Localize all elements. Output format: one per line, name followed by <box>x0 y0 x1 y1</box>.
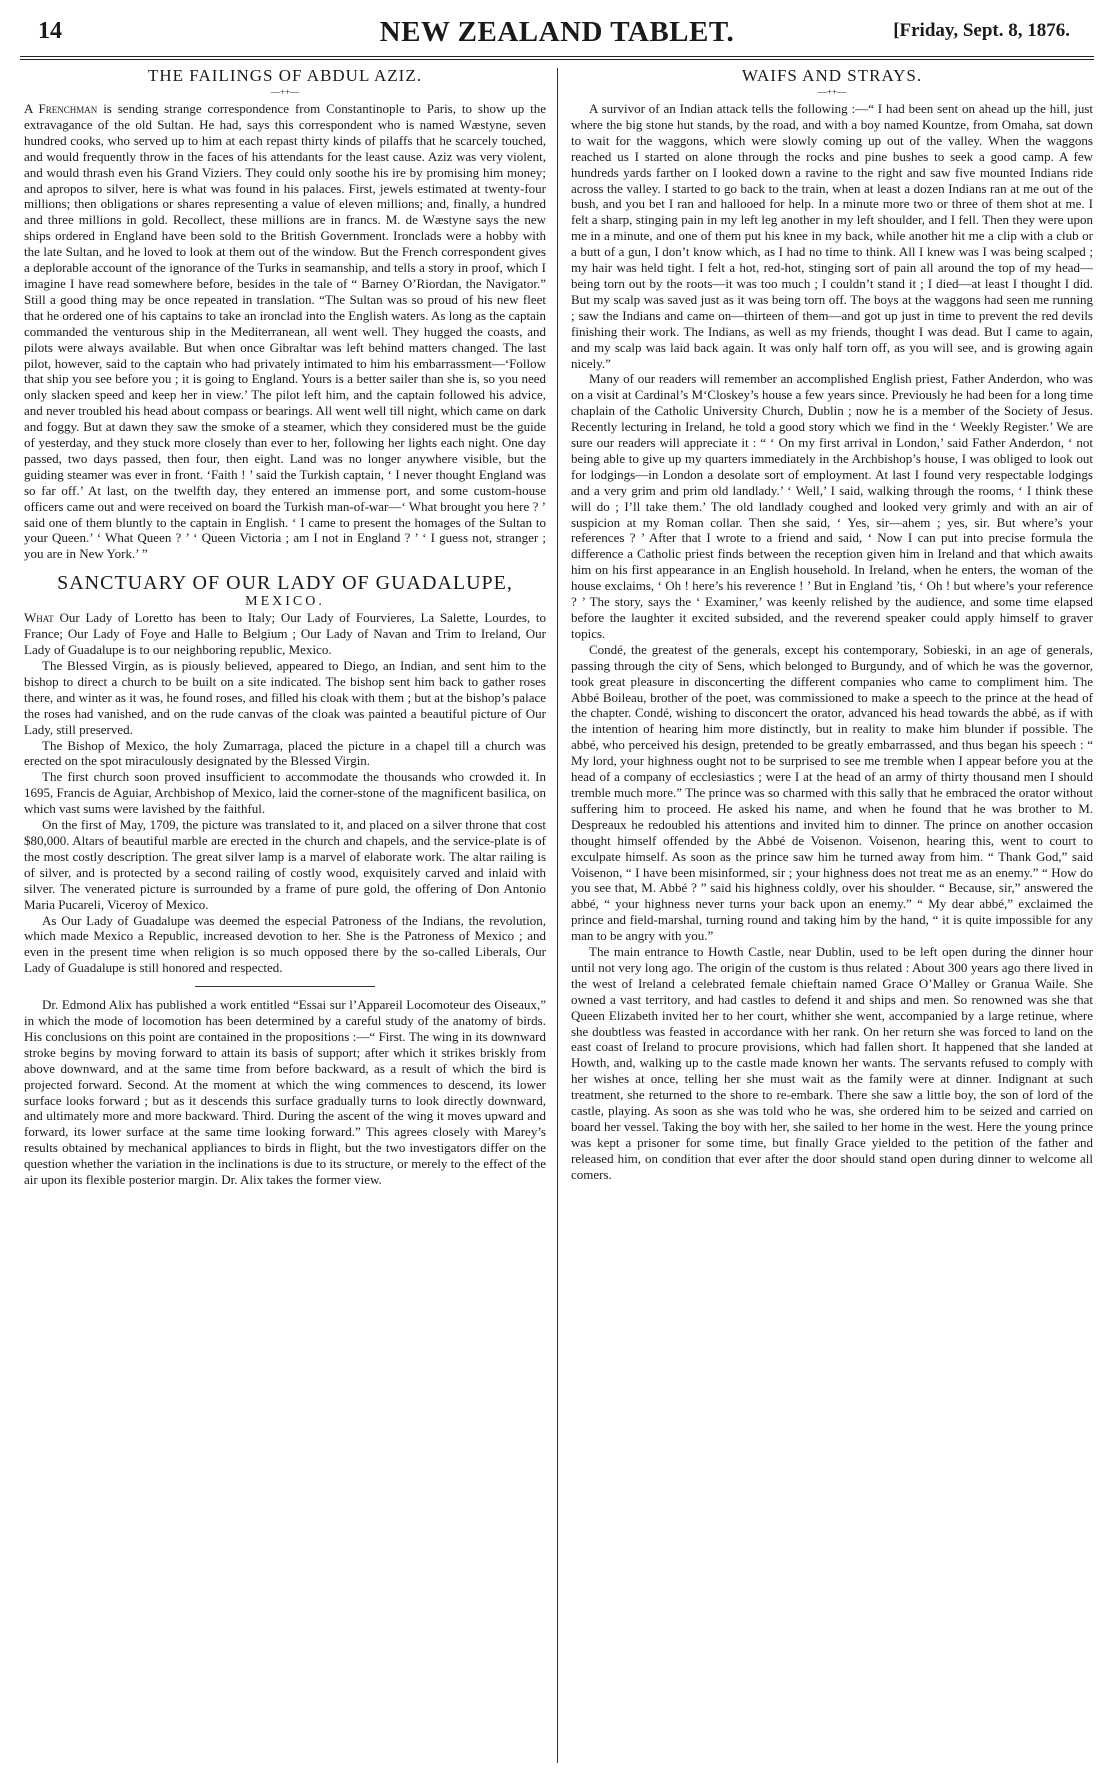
masthead-rule-2 <box>20 59 1094 60</box>
guadalupe-paragraph: The Blessed Virgin, as is piously believed, appeared to Diego, an Indian, and sent him to the bishop to direct a church to be built on a site indicated. The bishop sent him back to gather roses there, and winter as it was, he found roses, and filled his cloak with them ; but at the bishop’s palace the roses had vanished, and on the rude canvas of the cloak was painted a beautiful picture of Our Lady, still preserved. <box>24 658 546 737</box>
waifs-paragraph: Condé, the greatest of the generals, except his contemporary, Sobieski, in an age of generals, passing through the city of Sens, which belonged to Burgundy, and of which he was the governor, took great pleasure in disconcerting the different companies who came to compliment him. The Abbé Boileau, brother of the poet, was commissioned to make a speech to the prince at the head of the chapter. Condé, wishing to disconcert the orator, advanced his head towards the abbé, as if with the intention of hearing him more distinctly, but in reality to make him blunder if possible. The abbé, who perceived his design, pretended to be greatly embarrassed, and thus began his speech : “ My lord, your highness ought not to be surprised to see me tremble when I appear before you at the head of a company of ecclesiastics ; were I at the head of an army of thirty thousand men I should tremble much more.” The prince was so charmed with this sally that he embraced the orator without suffering him to proceed. He asked his name, and when he found that he was brother to M. Despreaux he redoubled his attentions and invited him to dinner. The prince on another occasion thought himself offended by the Abbé de Voisenon. Voisenon, hearing this, went to court to exculpate himself. As soon as the prince saw him he turned away from him. “ Thank God,” said Voisenon, “ I have been misinformed, sir ; your highness does not treat me as an enemy.” “ How do you see that, M. Abbé ? ” said his highness coldly, over his shoulder. “ Because, sir,” answered the abbé, “ your highness never turns your back upon an enemy.” “ My dear abbé,” exclaimed the prince and field-marshal, turning round and taking him by the hand, “ it is quite impossible for any man to be angry with you.” <box>571 641 1093 944</box>
guadalupe-first: Our Lady of Loretto has been to Italy; Our Lady of Fourvieres, La Salette, Lourdes, to France; Our Lady of Foye and Halle to Belgium ; Our Lady of Navan and Trim to Ireland, Our Lady of Guadalupe is to our neighboring republic, Mexico. <box>24 610 546 658</box>
waifs-paragraph: Many of our readers will remember an accomplished English priest, Father Anderdon, who was on a visit at Cardinal’s M‘Closkey’s house a few years since. Previously he had been for a long time chaplain of the Catholic University Church, Dublin ; now he is a member of the Society of Jesus. Recently lecturing in Ireland, he told a good story which we find in the ‘ Weekly Register.’ We are sure our readers will appreciate it : “ ‘ On my first arrival in London,’ said Father Anderdon, ‘ not being able to give up my quarters immediately in the Archbishop’s house, I was obliged to look out for lodgings—in London a desolate sort of employment. At last I found very respectable lodgings and a very grim and prim old landlady.’ ‘ Well,’ I said, walking through the rooms, ‘ I think these will do ; I’ll take them.’ The old landlady coughed and looked very grimly and with an air of suspicion at my Roman collar. Then she said, ‘ Yes, sir—ahem ; yes, sir. But where’s your references ? ’ After that I wrote to a friend and said, ‘ Now I can put into precise formula the difference a Catholic priest finds between the reception given him in Ireland and that which awaits him on his first appearance in an English household. In Ireland, when he enters, the woman of the house exclaims, ‘ Oh ! here’s his reverence ! ’ But in England ’tis, ‘ Oh ! but where’s your reference ? ’ The story, says the ‘ Examiner,’ was keenly relished by the audience, and some time elapsed before the laughter it excited subsided, and the reverend speaker could apply himself to graver topics. <box>571 371 1093 641</box>
newspaper-title: NEW ZEALAND TABLET. <box>379 16 735 48</box>
guadalupe-paragraph: The first church soon proved insufficient to accommodate the thousands who crowded it. In 1695, Francis de Aguiar, Archbishop of Mexico, laid the corner-stone of the magnificent basilica, on which vast sums were lavished by the faithful. <box>24 769 546 817</box>
left-column <box>24 66 546 1771</box>
page-number: 14 <box>38 18 62 44</box>
waifs-paragraph: A survivor of an Indian attack tells the following :—“ I had been sent on ahead up the hill, just where the big stone hut stands, by the road, and with a boy named Kountze, from Omaha, sat down to wait for the waggons, which were slowly coming up out of the valley. When the waggons reached us I started on alone through the rocks and pine bushes to seek a good camp. A few hundreds yards farther on I looked down a ravine to the right and saw five mounted Indians ride across the valley. I started to go back to the train, when at least a dozen Indians ran at me out of the bush, and you bet I ran and hallooed for help. In a minute more two or three of them shot at me. I felt a sharp, stinging pain in my left leg another in my left shoulder, and I fell. Then they were upon me in a minute, and one of them put his knee in my back, while another hit me a clip with a club or a butt of a gun, I don’t know which, as I had no time to think. All I knew was I was being scalped ; my hair was held tight. I felt a hot, red-hot, stinging sort of pain all around the top of my head—being torn out by the roots—it was too much ; I couldn’t stand it ; I died—at least I thought I did. But my scalp was saved just as it was being torn off. The boys at the waggons had seen me running ; saw the Indians and came on—thirteen of them—and got up just in time to prevent the red devils finishing their work. The Indians, as well as my friends, thought I was dead. But I came to again, and my scalp was laid back again. It was only half torn off, as you will see, and is growing again nicely.” <box>571 101 1093 371</box>
waifs-heading: WAIFS AND STRAYS. <box>741 66 923 85</box>
article-columns <box>20 66 1094 1771</box>
guadalupe-paragraph: The Bishop of Mexico, the holy Zumarraga, placed the picture in a chapel till a church was erected on the spot miraculously designated by the Blessed Virgin. <box>24 737 546 769</box>
masthead-rule <box>20 56 1094 57</box>
abdul-aziz-lead: A Frenchman <box>24 101 98 116</box>
issue-date: [Friday, Sept. 8, 1876. <box>893 20 1070 41</box>
guadalupe-subheading: MEXICO. <box>245 594 325 610</box>
column-divider <box>557 68 558 1763</box>
heading-ornament: —++— <box>817 87 847 97</box>
alix-paragraph: Dr. Edmond Alix has published a work entitled “Essai sur l’Appareil Locomoteur des Oiseaux,” in which the mode of locomotion has been determined by a careful study of the anatomy of birds. His conclusions on this point are contained in the propositions :—“ First. The wing in its downward stroke begins by moving forward to attain its basis of support; after which it strikes briskly from above downward, and at the same time from before backward, as a result of which the bird is projected forward. Second. At the moment at which the wing commences to descend, its lower surface looks forward ; but as it descends this surface gradually turns to look directly downward, and ultimately more and more backward. Third. During the ascent of the wing it moves upward and forward, its lower surface at the same time looking forward.” This agrees closely with Marey’s results obtained by mechanical appliances to birds in flight, but the two investigators differ on the question whether the variation in the inclinations is due to its structure, or merely to the effect of the air upon its flexible posterior margin. Dr. Alix takes the former view. <box>24 997 546 1188</box>
guadalupe-paragraph: On the first of May, 1709, the picture was translated to it, and placed on a silver throne that cost $80,000. Altars of beautiful marble are erected in the church and chapels, and the service-plate is of the most costly description. The great silver lamp is a marvel of elaborate work. The altar railing is of silver, and is protected by a second railing of costly wood, exquisitely carved and inlaid with silver. The venerated picture is surrounded by a frame of pure gold, the offering of Don Antonio Maria Pucareli, Viceroy of Mexico. <box>24 817 546 912</box>
guadalupe-paragraph <box>24 610 546 658</box>
masthead <box>20 18 1094 54</box>
guadalupe-lead: What <box>24 610 54 626</box>
abdul-aziz-paragraph <box>24 101 546 562</box>
guadalupe-heading: SANCTUARY OF OUR LADY OF GUADALUPE, <box>57 572 513 595</box>
abdul-aziz-heading: THE FAILINGS OF ABDUL AZIZ. <box>148 66 422 85</box>
abdul-aziz-body: is sending strange correspondence from Constantinople to Paris, to show up the extravagance of the old Sultan. He had, says this correspondent who is named Wæstyne, seven hundred cooks, who served up to him at each repast thirty kinds of pilaffs that he scarcely touched, and would frequently throw in the faces of his attendants for the least cause. Aziz was very violent, and would thrash even his Grand Viziers. They could only soothe his ire by promising him money; and apropos to silver, here is what was found in his palaces. First, jewels estimated at twenty-four millions; then obligations or shares representing a value of eleven millions; and, finally, a hundred and three millions in gold. Recollect, these millions are in francs. M. de Wæstyne says the new ships ordered in England have been sold to the British Government. Ironclads were a hobby with the late Sultan, and he loved to look at them out of the window. But the French correspondent gives a deplorable account of the ignorance of the Turks in seamanship, and tells a story in proof, which I imagine I have read somewhere before, besides in the tale of “ Barney O’Riordan, the Navigator.” Still a good thing may be once repeated in translation. “The Sultan was so proud of his new fleet that he ordered one of his captains to take an ironclad into the English waters. As long as the captain commanded the venturous ship in the Mediterranean, all went well. They hugged the coasts, and pilots were always available. But when once Gibraltar was left behind matters changed. The last pilot, however, said to the captain who had privately intimated to him his embarrassment—‘Follow that ship you see before you ; it is going to England. Yours is a better sailer than she is, so you need only slacken speed and keep her in view.’ The pilot left him, and the captain followed his advice, and never troubled his head about compass or bearings. All went well till night, which came on dark and foggy. But at dawn they saw the smoke of a steamer, which they considered must be the guide of yesterday, and they stuck more closely than ever to her, following her lights each night. One day passed, two days passed, then four, then eight. Land was no longer anywhere visible, but the guiding steamer was ever in front. ‘Faith ! ’ said the Turkish captain, ‘ I never thought England was so far off.’ At last, on the twelfth day, they entered an immense port, and some custom-house officers came out and were received on board the Turkish man-of-war—‘ What brought you here ? ’ said one of them bluntly to the captain in English. ‘ I came to present the homages of the Sultan to your Queen.’ ‘ What Queen ? ’ ‘ Queen Victoria ; am I not in England ? ’ ‘ I guess not, stranger ; you are in New York.’ ” <box>24 101 546 562</box>
guadalupe-paragraph: As Our Lady of Guadalupe was deemed the especial Patroness of the Indians, the revolution, which made Mexico a Republic, increased devotion to her. She is the Patroness of Mexico ; and even in the present time when religion is so much opposed there by the so-called Liberals, Our Lady of Guadalupe is still honored and respected. <box>24 912 546 976</box>
section-separator <box>195 986 375 987</box>
heading-ornament: —++— <box>270 87 300 97</box>
newspaper-page <box>20 18 1094 1778</box>
waifs-paragraph: The main entrance to Howth Castle, near Dublin, used to be left open during the dinner hour until not very long ago. The origin of the custom is thus related : About 300 years ago there lived in the west of Ireland a celebrated female chieftain named Grace O’Malley or Granua Waile. She owned a vast territory, and had castles to defend it and ships and men. So renowned was she that Queen Elizabeth invited her to her court, whither she went, accompanied by a large retinue, where she doubtless was feasted in accordance with her rank. On her return she was forced to land on the east coast of Ireland to procure provisions, which had fallen short. It happened that she landed at Howth, and, walking up to the castle made known her wants. The servants refused to comply with her wishes at once, telling her she must wait as the family were at dinner. Indignant at such treatment, she returned to the shore to re-embark. There she saw a little boy, the son of lord of the castle, playing. As soon as she was told who he was, she ordered him to be seized and carried on board her vessel. Taking the boy with her, she sailed to her home in the west. Here the young prince was kept a prisoner for some time, but finally Grace yielded to the petition of the father and released him, on condition that ever after the door should stand open during dinner to welcome all comers. <box>571 944 1093 1182</box>
right-column <box>571 66 1093 1771</box>
